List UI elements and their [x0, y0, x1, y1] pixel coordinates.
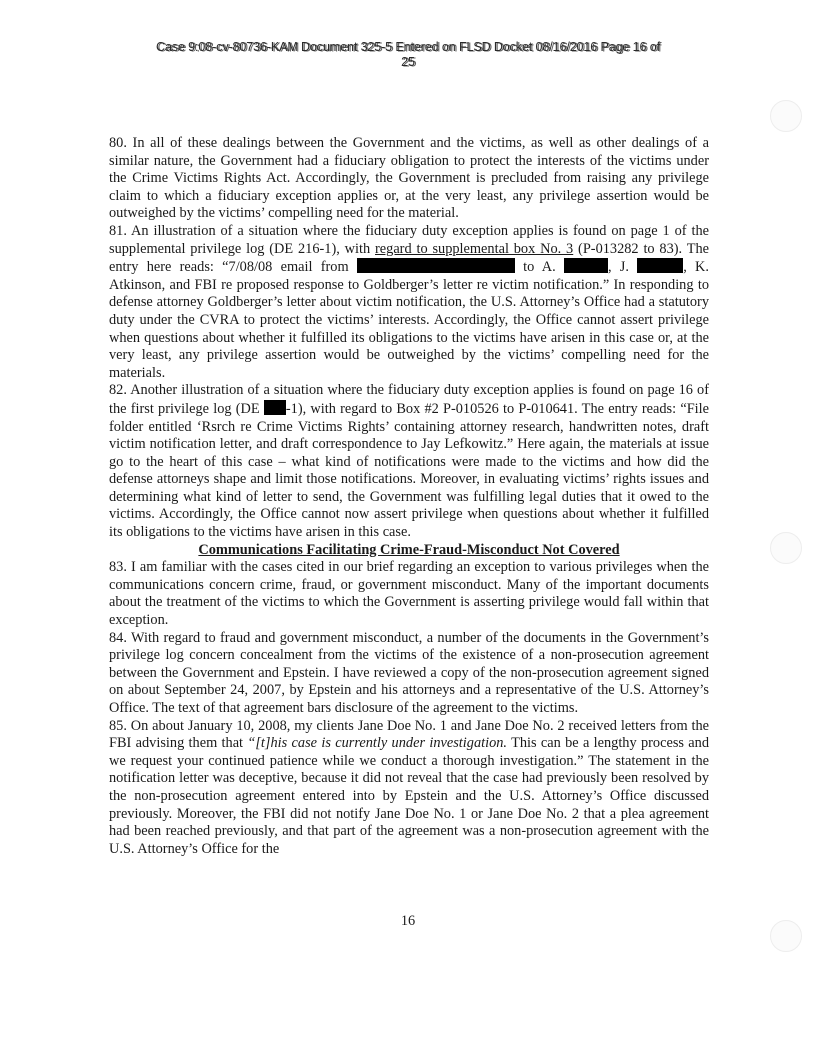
paragraph-84: 84. With regard to fraud and government misconduct, a number of the documents in the Government’s privilege log concern concealment from the victims of the existence of a non-prosecution agreement between the Government and Epstein. I have reviewed a copy of the non-prosecution agreement signed on about September 24, 2007, by Epstein and his attorneys and a representative of the U.S. Attorney’s Office. The text of that agreement bars disclosure of the agreement to the victims.: [109, 629, 709, 716]
redaction-block: [357, 258, 515, 273]
section-heading: Communications Facilitating Crime-Fraud-Misconduct Not Covered: [198, 541, 620, 558]
redaction-block: [264, 400, 286, 415]
redaction-block: [564, 258, 608, 273]
filing-stamp: Case 9:08-cv-80736-KAM Document 325-5 Entered on FLSD Docket 08/16/2016 Page 16 of: [156, 40, 660, 54]
punch-hole-mark: [770, 532, 802, 564]
paragraph-82: 82. Another illustration of a situation where the fiduciary duty exception applies is found on page 16 of the first privilege log (DE -1), with regard to Box #2 P-010526 to P-010641. The entry reads: “File folder entitled ‘Rsrch re Crime Victims Rights’ containing attorney research, handwritten notes, draft victim notification letter, and draft correspondence to Jay Lefkowitz.” Here again, the materials at issue go to the heart of this case – what kind of notifications were made to the victims and how did the defense attorneys shape and limit those notifications. Moreover, in evaluating victims’ rights issues and determining what kind of letter to send, the Government was fulfilling legal duties that it owed to the victims. Accordingly, the Office cannot now assert privilege when questions about whether it fulfilled its obligations to the victims have arisen in this case.: [109, 382, 710, 541]
filing-stamp-line2: 25: [401, 55, 415, 69]
court-filing-header: [70, 40, 746, 70]
underlined-reference: regard to supplemental box No. 3: [375, 240, 574, 257]
quoted-fbi-statement: “[t]his case is currently under investigation.: [247, 735, 508, 752]
paragraph-80: 80. In all of these dealings between the Government and the victims, as well as other dealings of a similar nature, the Government had a fiduciary obligation to protect the interests of the victims under the Crime Victims Rights Act. Accordingly, the Government is precluded from raising any privilege claim to which a fiduciary exception applies or, at the very least, any privilege assertion would be outweighed by the victims’ compelling need for the material.: [109, 135, 709, 222]
paragraph-85: 85. On about January 10, 2008, my clients Jane Doe No. 1 and Jane Doe No. 2 received letters from the FBI advising them that “[t]his case is currently under investigation. This can be a lengthy process and we request your continued patience while we conduct a thorough investigation.” The statement in the notification letter was deceptive, because it did not reveal that the case had previously been resolved by the non-prosecution agreement entered into by Epstein and the U.S. Attorney’s Office discussed previously. Moreover, the FBI did not notify Jane Doe No. 1 or Jane Doe No. 2 that a plea agreement had been reached previously, and that part of the agreement was a non-prosecution agreement with the U.S. Attorney’s Office for the: [109, 717, 710, 857]
document-body: [109, 135, 709, 858]
redaction-block: [637, 258, 683, 273]
paragraph-83: 83. I am familiar with the cases cited in our brief regarding an exception to various privileges when the communications concern crime, fraud, or government misconduct. Many of the important documents about the treatment of the victims to which the Government is asserting privilege would fall within that exception.: [109, 559, 709, 629]
punch-hole-mark: [770, 100, 802, 132]
paragraph-81: 81. An illustration of a situation where the fiduciary duty exception applies is found on page 1 of the supplemental privilege log (DE 216-1), with regard to supplemental box No. 3 (P-013282 to 83). The entry here reads: “7/08/08 email from to A. , J. , K. Atkinson, and FBI re proposed response to Goldberger’s letter re victim notification.” In responding to defense attorney Goldberger’s letter about victim notification, the U.S. Attorney’s Office had a statutory duty under the CVRA to protect the victims’ interests. Accordingly, the Office cannot assert privilege when questions about whether it fulfilled its obligations to the victims have arisen in this case or, at the very least, any privilege assertion would be outweighed by the victims’ compelling need for the materials.: [109, 222, 709, 381]
page-number: 16: [400, 913, 416, 929]
